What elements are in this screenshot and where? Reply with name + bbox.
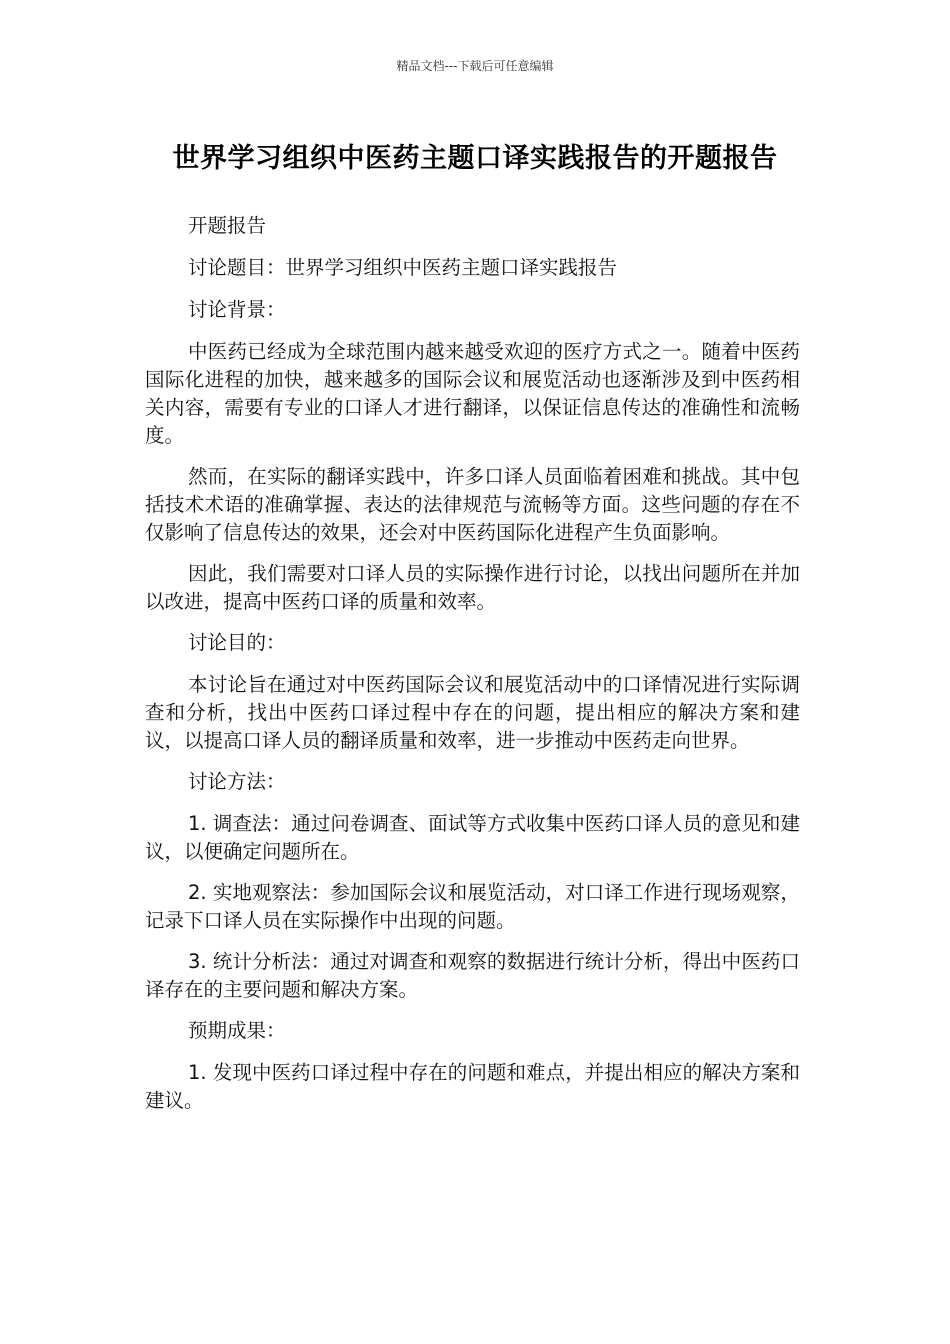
heading-expected-results: 预期成果： bbox=[188, 1019, 286, 1042]
heading-purpose: 讨论目的： bbox=[188, 631, 286, 654]
paragraph-background-2: 然而，在实际的翻译实践中，许多口译人员面临着困难和挑战。其中包括技术术语的准确掌握、表达的法律规范与流畅等方面。这些问题的存在不仅影响了信息传达的效果，还会对中医药国际化进程产生负面影响。 bbox=[145, 465, 800, 544]
document-title: 世界学习组织中医药主题口译实践报告的开题报告 bbox=[172, 143, 778, 174]
paragraph-background-3: 因此，我们需要对口译人员的实际操作进行讨论，以找出问题所在并加以改进，提高中医药口译的质量和效率。 bbox=[145, 562, 800, 613]
method-item-2: 2. 实地观察法：参加国际会议和展览活动，对口译工作进行现场观察，记录下口译人员在实际操作中出现的问题。 bbox=[145, 881, 800, 932]
method-item-1: 1. 调查法：通过问卷调查、面试等方式收集中医药口译人员的意见和建议，以便确定问题所在。 bbox=[145, 812, 800, 863]
heading-methods: 讨论方法： bbox=[188, 770, 286, 793]
expected-result-item-1: 1. 发现中医药口译过程中存在的问题和难点，并提出相应的解决方案和建议。 bbox=[145, 1061, 800, 1112]
document-body bbox=[145, 212, 800, 1128]
paragraph-purpose: 本讨论旨在通过对中医药国际会议和展览活动中的口译情况进行实际调查和分析，找出中医药口译过程中存在的问题，提出相应的解决方案和建议，以提高口译人员的翻译质量和效率，进一步推动中医药走向世界。 bbox=[145, 673, 800, 752]
method-item-3: 3. 统计分析法：通过对调查和观察的数据进行统计分析，得出中医药口译存在的主要问题和解决方案。 bbox=[145, 950, 800, 1001]
paragraph-background-1: 中医药已经成为全球范围内越来越受欢迎的医疗方式之一。随着中医药国际化进程的加快，越来越多的国际会议和展览活动也逐渐涉及到中医药相关内容，需要有专业的口译人才进行翻译，以保证信息传达的准确性和流畅度。 bbox=[145, 340, 800, 447]
heading-background: 讨论背景： bbox=[188, 298, 286, 321]
research-topic: 讨论题目：世界学习组织中医药主题口译实践报告 bbox=[188, 256, 618, 279]
header-note: 精品文档---下载后可任意编辑 bbox=[396, 59, 554, 73]
heading-opening-report: 开题报告 bbox=[188, 214, 267, 237]
